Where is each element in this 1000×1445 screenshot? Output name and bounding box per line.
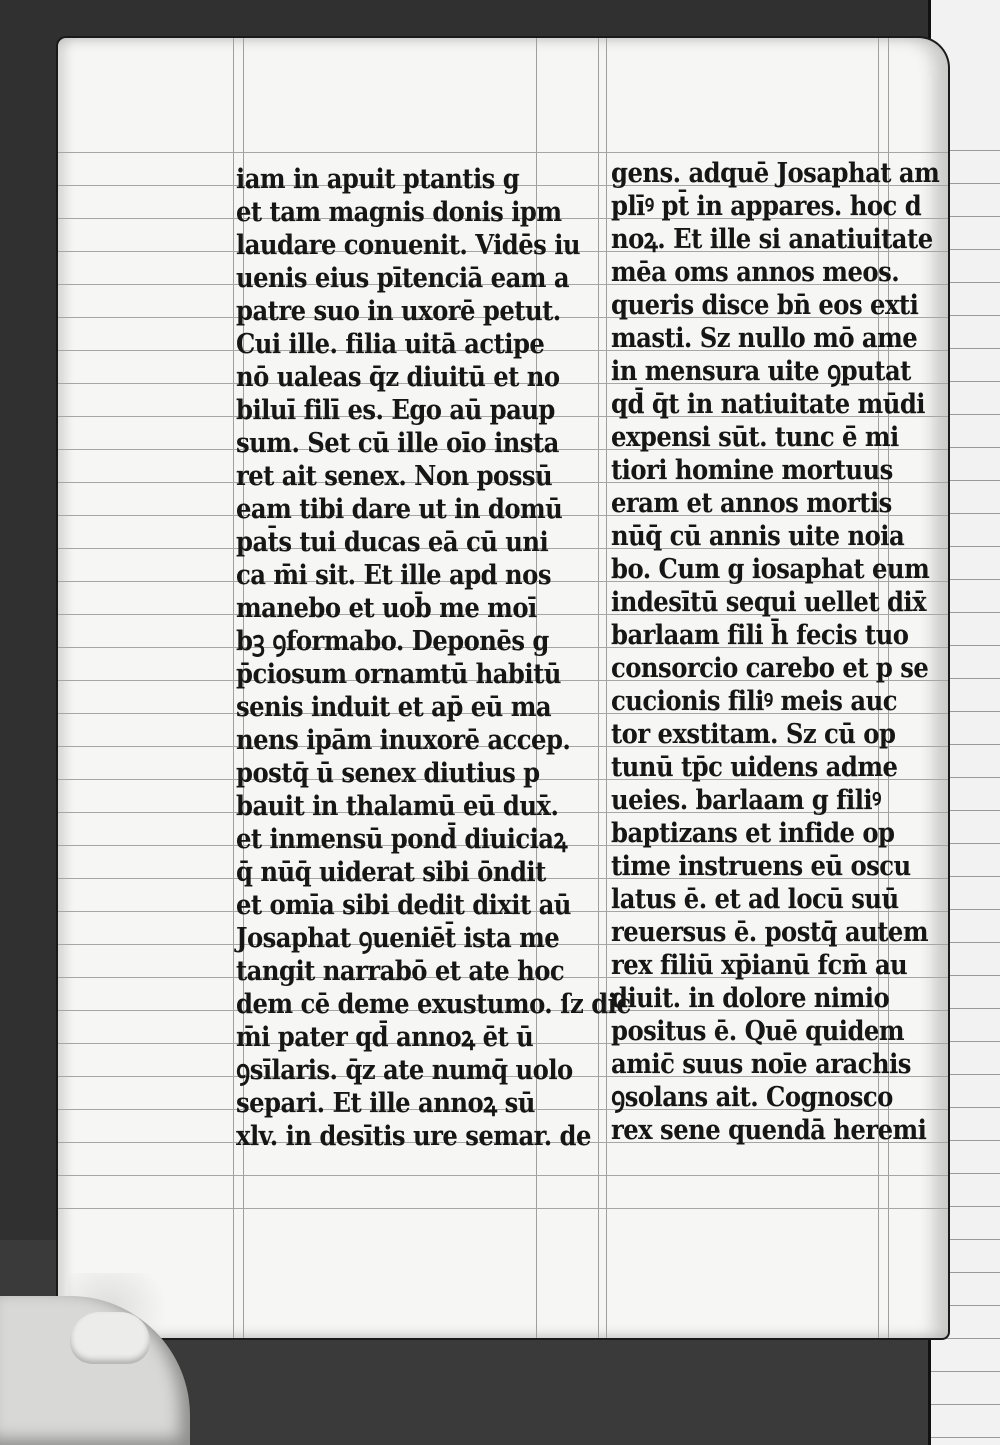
text-line: bo. Cum g iosaphat eum	[611, 554, 930, 585]
text-line: tor exstitam. Sz cū op	[611, 719, 896, 750]
text-line: mēa oms annos meos.	[611, 257, 900, 288]
text-line: nō ualeas q̄z diuitū et no	[236, 362, 560, 393]
text-line: biluī filī es. Ego aū paup	[236, 395, 555, 426]
text-line: manebo et uob̄ me moī	[236, 593, 537, 624]
text-line: separi. Et ille annoꝝ sū	[236, 1088, 535, 1119]
text-line: iam in apuit ptantis g	[236, 164, 520, 195]
text-line: tangit narrabō et ate hoc	[236, 956, 565, 987]
text-line: dem cē deme exustumo. ſz dic	[236, 989, 631, 1020]
text-line: nens ipām inuxorē accep.	[236, 725, 571, 756]
vertical-ruling	[233, 38, 234, 1338]
text-line: senis induit et ap̄ eū ma	[236, 692, 552, 723]
text-line: nūq̄ cū annis uite noia	[611, 521, 905, 552]
vertical-ruling	[606, 38, 607, 1338]
text-line: Cui ille. filia uitā actipe	[236, 329, 545, 360]
text-line: q̄ nūq̄ uiderat sibi ōndit	[236, 857, 546, 888]
text-line: m̄i pater qd̄ annoꝝ ēt ū	[236, 1022, 534, 1053]
text-line: ꝯsīlaris. q̄z ate numq̄ uolo	[236, 1055, 573, 1086]
text-line: ꝯsolans ait. Cognosco	[611, 1082, 893, 1113]
text-line: patre suo in uxorē petut.	[236, 296, 561, 327]
text-line: qd̄ q̄t in natiuitate mūdi	[611, 389, 926, 420]
text-line: rex filiū xp̄ianū fcm̄ au	[611, 950, 908, 981]
text-line: noꝝ. Et ille si anatiuitate	[611, 224, 933, 255]
horizontal-ruling	[58, 1208, 948, 1209]
facing-ruling	[931, 1437, 1000, 1438]
text-line: positus ē. Quē quidem	[611, 1016, 904, 1047]
text-line: indesītū sequi uellet dix̄	[611, 587, 927, 618]
thumbnail	[70, 1312, 150, 1364]
text-line: consorcio carebo et p se	[611, 653, 929, 684]
text-line: baptizans et infide op	[611, 818, 895, 849]
text-line: pat̄s tui ducas eā cū uni	[236, 527, 549, 558]
text-line: et omīa sibi dedit dixit aū	[236, 890, 571, 921]
text-line: barlaam fili h̄ fecis tuo	[611, 620, 909, 651]
text-line: plīꝰ pt̄ in appares. hoc d	[611, 191, 922, 222]
text-line: eram et annos mortis	[611, 488, 892, 519]
text-line: postq̄ ū senex diutius p	[236, 758, 540, 789]
text-line: ueies. barlaam g filiꝰ	[611, 785, 881, 816]
text-line: in mensura uite ꝯputat	[611, 356, 911, 387]
text-line: et inmensū pond̄ diuiciaꝝ	[236, 824, 567, 855]
text-line: laudare conuenit. Vidēs iu	[236, 230, 581, 261]
text-line: expensi sūt. tunc ē̄ mi	[611, 422, 899, 453]
text-line: time instruens eū oscu	[611, 851, 911, 882]
text-line: bꝫ ꝯformabo. Deponēs g	[236, 626, 549, 657]
facing-ruling	[931, 1338, 1000, 1339]
text-line: amic̄ suus noīe arachis	[611, 1049, 911, 1080]
text-line: sum. Set cū ille oīo insta	[236, 428, 559, 459]
text-line: p̄ciosum ornamtū habitū	[236, 659, 561, 690]
facing-ruling	[931, 1371, 1000, 1372]
horizontal-ruling	[58, 1175, 948, 1176]
text-line: masti. Sz nullo mō ame	[611, 323, 918, 354]
text-line: et tam magnis donis ipm	[236, 197, 562, 228]
text-line: xlv. in desītis ure semar. de	[236, 1121, 591, 1152]
text-line: gens. adquē Josaphat am	[611, 158, 940, 189]
text-line: bauit in thalamū eū dux̄.	[236, 791, 559, 822]
facing-ruling	[931, 1404, 1000, 1405]
manuscript-page	[58, 38, 948, 1338]
text-line: latus ē. et ad locū suū	[611, 884, 899, 915]
text-line: rex sene quendā heremi	[611, 1115, 927, 1146]
text-line: eam tibi dare ut in domū	[236, 494, 563, 525]
text-line: ret ait senex. Non possū	[236, 461, 553, 492]
vertical-ruling	[598, 38, 599, 1338]
text-line: cucionis filiꝰ meis auc	[611, 686, 897, 717]
text-line: diuit. in dolore nimio	[611, 983, 890, 1014]
text-line: uenis eius pītenciā eam a	[236, 263, 570, 294]
text-line: tiori homine mortuus	[611, 455, 893, 486]
text-line: Josaphat ꝯueniēt̄ ista me	[236, 923, 560, 954]
text-line: reuersus ē. postq̄ autem	[611, 917, 929, 948]
horizontal-ruling	[58, 152, 948, 153]
text-line: tunū tp̄c uidens adme	[611, 752, 898, 783]
text-line: ca m̄i sit. Et ille apd nos	[236, 560, 551, 591]
text-line: queris disce bn̄ eos exti	[611, 290, 919, 321]
